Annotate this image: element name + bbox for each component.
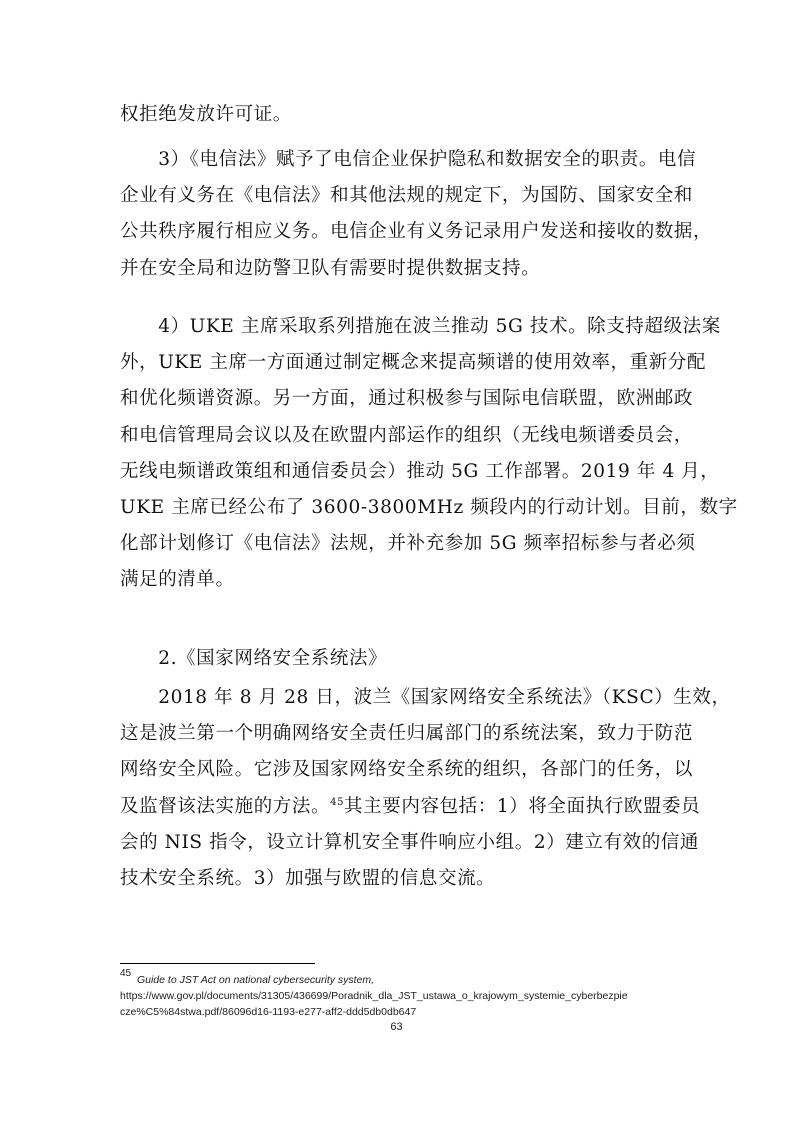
footnote-number: 45	[120, 968, 132, 979]
page-number: 63	[390, 1021, 403, 1033]
text-line: 4）UKE 主席采取系列措施在波兰推动 5G 技术。除支持超级法案	[120, 316, 721, 337]
text-line: 企业有义务在《电信法》和其他法规的规定下，为国防、国家安全和	[120, 185, 694, 207]
text-line: 化部计划修订《电信法》法规，并补充参加 5G 频率招标参与者必须	[120, 533, 696, 555]
text-line: 并在安全局和边防警卫队有需要时提供数据支持。	[120, 257, 541, 279]
text-line: 外，UKE 主席一方面通过制定概念来提高频谱的使用效率，重新分配	[120, 352, 706, 374]
text-line: 权拒绝发放许可证。	[120, 104, 292, 125]
paragraph-ksc-act	[120, 680, 731, 897]
text-line: 会的 NIS 指令，设立计算机安全事件响应小组。2）建立有效的信通	[120, 831, 700, 853]
text-line: 无线电频谱政策组和通信委员会）推动 5G 工作部署。2019 年 4 月，	[120, 460, 720, 482]
footnote-title: Guide to JST Act on national cybersecurity system,	[136, 974, 375, 986]
section-heading	[120, 641, 680, 677]
text-line: 网络安全风险。它涉及国家网络安全系统的组织，各部门的任务，以	[120, 759, 694, 781]
footnote-url[interactable]: cze%C5%84stwa.pdf/86096d16-1193-e277-aff2-ddd5db0db647	[120, 1006, 417, 1018]
text-fragment: 其主要内容包括：1）将全面执行欧盟委员	[344, 795, 701, 817]
text-line: 满足的清单。	[120, 569, 235, 591]
footnote	[120, 968, 680, 1020]
paragraph-continuation	[120, 97, 680, 133]
text-line: 2018 年 8 月 28 日，波兰《国家网络安全系统法》（KSC）生效，	[120, 687, 731, 708]
text-line: 公共秩序履行相应义务。电信企业有义务记录用户发送和接收的数据，	[120, 221, 713, 243]
text-line: 3）《电信法》赋予了电信企业保护隐私和数据安全的职责。电信	[120, 149, 697, 170]
footnote-title-line	[120, 968, 680, 988]
footnote-url[interactable]: https://www.gov.pl/documents/31305/436699/Poradnik_dla_JST_ustawa_o_krajowym_systemie_cyberbezpie	[120, 990, 628, 1002]
text-line: UKE 主席已经公布了 3600-3800MHz 频段内的行动计划。目前，数字	[120, 497, 738, 519]
heading-text: 2.《国家网络安全系统法》	[120, 648, 388, 669]
footnote-reference[interactable]: 45	[330, 796, 345, 808]
text-line: 和电信管理局会议以及在欧盟内部运作的组织（无线电频谱委员会，	[120, 424, 694, 446]
text-line: 和优化频谱资源。另一方面，通过积极参与国际电信联盟，欧洲邮政	[120, 388, 694, 410]
paragraph-telecom-law	[120, 142, 713, 287]
text-line: 技术安全系统。3）加强与欧盟的信息交流。	[120, 868, 496, 890]
text-line: 这是波兰第一个明确网络安全责任归属部门的系统法案，致力于防范	[120, 723, 694, 745]
text-line	[120, 789, 701, 825]
paragraph-uke-5g	[120, 309, 738, 599]
text-fragment: 及监督该法实施的方法。	[120, 795, 331, 817]
footnote-divider	[120, 963, 315, 964]
